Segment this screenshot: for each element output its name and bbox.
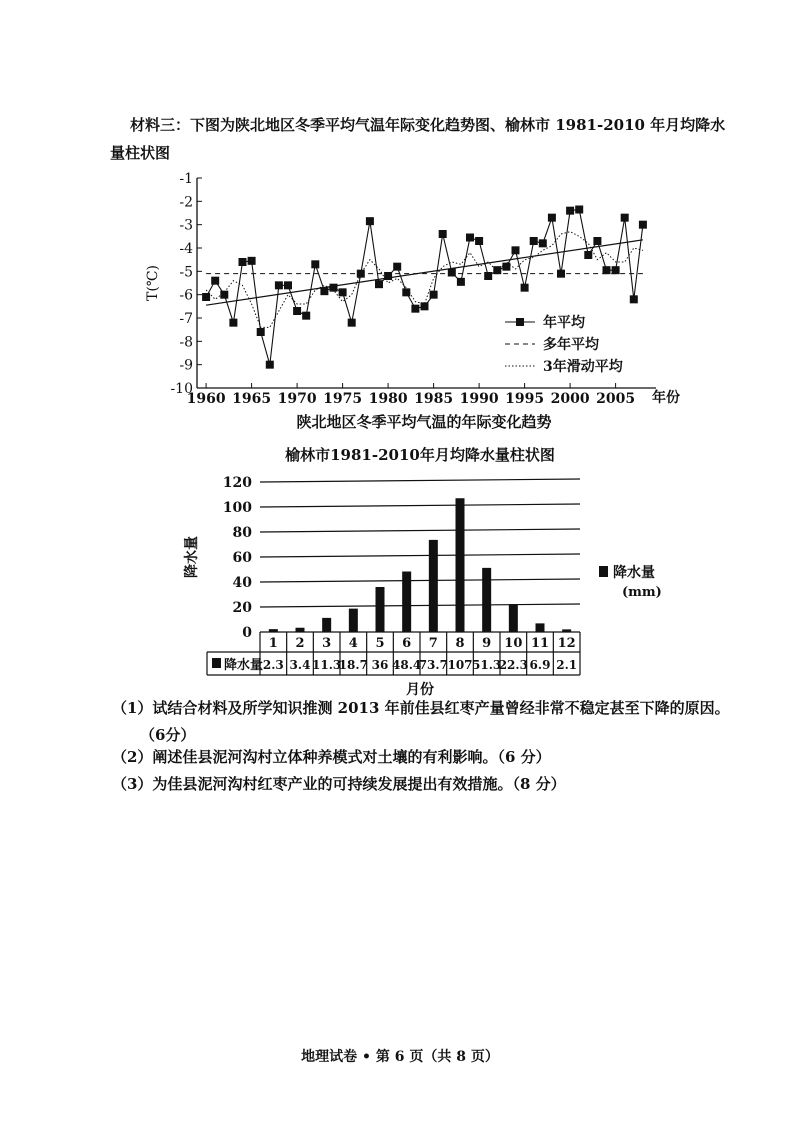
data-label: 73.7: [418, 658, 448, 672]
x-tick-label: 1970: [277, 391, 317, 407]
x-tick-label: 2000: [550, 391, 590, 407]
gridline: [260, 529, 580, 532]
legend-label-annual: 年平均: [543, 315, 585, 331]
x-tick-label: 1990: [459, 391, 499, 407]
data-label: 11.3: [312, 658, 342, 672]
gridline: [260, 579, 580, 582]
y-tick-label: 120: [222, 475, 252, 491]
table-legend-marker: [212, 658, 221, 668]
bar-11: [536, 623, 545, 632]
data-label: 6.9: [529, 658, 551, 672]
question-2: （2）阐述佳县泥河沟村立体种养模式对土壤的有利影响。（6 分）: [112, 748, 551, 766]
y-axis-label: 降水量: [184, 536, 200, 578]
y-tick-label: 0: [242, 625, 252, 641]
x-tick-label: 2: [295, 636, 305, 651]
precipitation-chart-title: 榆林市1981-2010年月均降水量柱状图: [285, 446, 555, 464]
y-tick-label: -6: [179, 287, 193, 304]
gridline: [260, 479, 580, 482]
question-1-score: （6分）: [140, 726, 196, 744]
bar-9: [482, 568, 491, 632]
y-tick-label: -10: [170, 381, 193, 397]
material-intro-line1: 材料三：下图为陕北地区冬季平均气温年际变化趋势图、榆林市 1981-2010 年月均降水: [130, 116, 726, 134]
data-label: 3.4: [289, 658, 311, 672]
data-label: 36: [371, 658, 389, 672]
x-tick-label: 11: [530, 636, 550, 651]
x-tick-label: 1: [268, 636, 278, 651]
data-label: 107: [447, 658, 473, 672]
legend-unit: (mm): [622, 585, 662, 600]
x-tick-label: 10: [504, 636, 523, 651]
x-tick-label: 2005: [596, 391, 636, 407]
x-tick-label: 1960: [186, 391, 226, 407]
y-tick-label: -1: [179, 171, 193, 187]
data-label: 51.3: [472, 658, 502, 672]
y-tick-label: 20: [232, 600, 252, 616]
y-tick-label: -7: [179, 311, 193, 327]
page-footer: 地理试卷 • 第 6 页（共 8 页）: [301, 1049, 499, 1065]
question-1: （1）试结合材料及所学知识推测 2013 年前佳县红枣产量曾经非常不稳定甚至下降的原因。: [112, 699, 730, 717]
y-tick-label: -3: [179, 217, 193, 234]
data-label: 22.3: [498, 658, 528, 672]
x-tick-label: 1975: [323, 391, 363, 407]
x-tick-label: 3: [322, 636, 332, 651]
x-tick-label: 6: [402, 636, 412, 651]
y-tick-label: -4: [179, 241, 193, 257]
gridline: [260, 604, 580, 607]
y-tick-label: 40: [232, 575, 252, 591]
bar-6: [402, 572, 411, 633]
bar-2: [296, 628, 305, 632]
legend-label: 降水量: [613, 565, 655, 581]
y-tick-label: -9: [179, 357, 193, 374]
x-tick-label: 1985: [414, 391, 454, 407]
legend-marker: [599, 566, 608, 577]
legend-label-moving-average: 3年滑动平均: [543, 359, 623, 375]
material-intro-line2: 量柱状图: [110, 144, 171, 162]
bar-4: [349, 609, 358, 632]
y-tick-label: -2: [179, 194, 193, 211]
y-tick-label: -5: [179, 264, 193, 281]
bar-3: [322, 618, 331, 632]
x-tick-label: 1965: [232, 391, 272, 407]
data-label: 2.1: [556, 658, 578, 672]
x-tick-label: 1980: [368, 391, 408, 407]
bar-5: [376, 587, 385, 632]
data-label: 2.3: [262, 658, 284, 672]
question-3: （3）为佳县泥河沟村红枣产业的可持续发展提出有效措施。（8 分）: [112, 775, 566, 793]
bar-10: [509, 604, 518, 632]
y-tick-label: -8: [179, 334, 193, 351]
x-tick-label: 5: [375, 636, 385, 651]
data-label: 48.4: [392, 658, 422, 672]
legend-label-multi-year: 多年平均: [543, 337, 599, 353]
y-axis-label: T(℃): [145, 265, 161, 301]
gridline: [260, 554, 580, 557]
x-axis-label: 年份: [652, 390, 680, 406]
y-tick-label: 60: [232, 550, 252, 566]
data-label: 18.7: [338, 658, 368, 672]
x-tick-label: 1995: [505, 391, 545, 407]
x-tick-label: 12: [557, 636, 576, 651]
x-tick-label: 4: [348, 636, 358, 651]
x-tick-label: 9: [482, 636, 492, 651]
bar-8: [456, 498, 465, 632]
gridline: [260, 504, 580, 507]
x-tick-label: 8: [455, 636, 465, 651]
temperature-chart-title: 陕北地区冬季平均气温的年际变化趋势: [296, 413, 552, 431]
table-row-label: 降水量: [224, 658, 264, 673]
bar-7: [429, 540, 438, 632]
x-tick-label: 7: [428, 636, 438, 651]
y-tick-label: 100: [222, 500, 252, 516]
y-tick-label: 80: [232, 525, 252, 541]
x-axis-label: 月份: [406, 682, 434, 698]
